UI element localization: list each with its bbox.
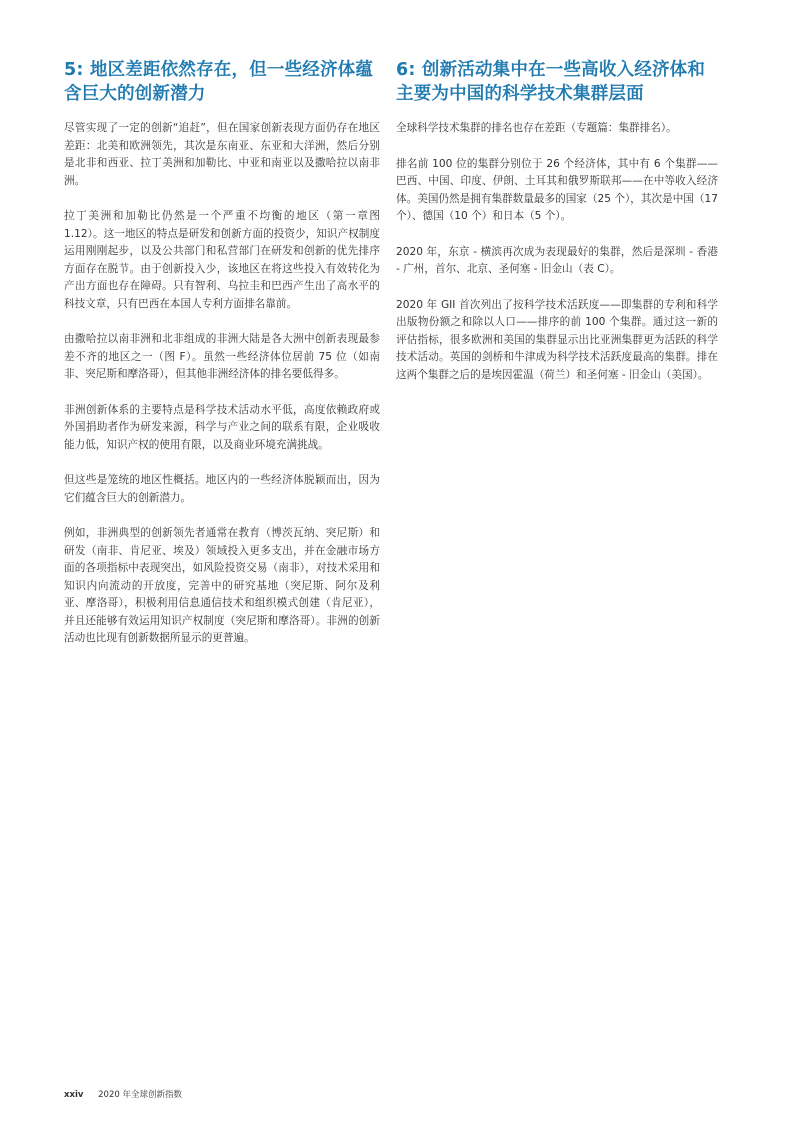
paragraph: 排名前 100 位的集群分别位于 26 个经济体，其中有 6 个集群——巴西、中国、印度、伊朗、土耳其和俄罗斯联邦——在中等收入经济体。美国仍然是拥有集群数量最多的国家（25 个），其次是中国（17 个）、德国（10 个）和日本（5 个）。 bbox=[396, 157, 718, 222]
paragraph: 例如，非洲典型的创新领先者通常在教育（博茨瓦纳、突尼斯）和研发（南非、肯尼亚、埃及）领域投入更多支出，并在金融市场方面的各项指标中表现突出，如风险投资交易（南非），对技术采用和知识内向流动的开放度，完善中的研究基地（突尼斯、阿尔及利亚、摩洛哥），积极利用信息通信技术和组织模式创建（肯尼亚），并且还能够有效运用知识产权制度（突尼斯和摩洛哥）。非洲的创新活动也比现有创新数据所显示的更普遍。 bbox=[64, 527, 380, 644]
paragraph: 全球科学技术集群的排名也存在差距（专题篇：集群排名）。 bbox=[396, 122, 677, 134]
page-number: xxiv bbox=[64, 1090, 84, 1100]
left-column bbox=[64, 58, 380, 666]
publication-title: 2020 年全球创新指数 bbox=[98, 1090, 182, 1100]
paragraph: 尽管实现了一定的创新“追赶”，但在国家创新表现方面仍存在地区差距：北美和欧洲领先，其次是东南亚、东亚和大洋洲，然后分别是北非和西亚、拉丁美洲和加勒比、中亚和南亚以及撒哈拉以南非洲。 bbox=[64, 122, 380, 187]
paragraph: 但这些是笼统的地区性概括。地区内的一些经济体脱颖而出，因为它们蕴含巨大的创新潜力。 bbox=[64, 474, 380, 504]
right-column bbox=[396, 58, 718, 402]
paragraph: 2020 年，东京 - 横滨再次成为表现最好的集群，然后是深圳 - 香港 - 广州，首尔、北京、圣何塞 - 旧金山（表 C）。 bbox=[396, 245, 718, 275]
section-heading-5: 5: 地区差距依然存在，但一些经济体蕴含巨大的创新潜力 bbox=[64, 60, 374, 104]
paragraph: 2020 年 GII 首次列出了按科学技术活跃度——即集群的专利和科学出版物份额之和除以人口——排序的前 100 个集群。通过这一新的评估指标，很多欧洲和美国的集群显示出比亚洲集群更为活跃的科学技术活动。英国的剑桥和牛津成为科学技术活跃度最高的集群。排在这两个集群之后的是埃因霍温（荷兰）和圣何塞 - 旧金山（美国）。 bbox=[396, 298, 718, 381]
paragraph: 非洲创新体系的主要特点是科学技术活动水平低，高度依赖政府或外国捐助者作为研发来源，科学与产业之间的联系有限，企业吸收能力低，知识产权的使用有限，以及商业环境充满挑战。 bbox=[64, 403, 380, 451]
page-footer bbox=[64, 1089, 182, 1101]
section-heading-6: 6: 创新活动集中在一些高收入经济体和主要为中国的科学技术集群层面 bbox=[396, 60, 706, 104]
paragraph: 由撒哈拉以南非洲和北非组成的非洲大陆是各大洲中创新表现最参差不齐的地区之一（图 F）。虽然一些经济体位居前 75 位（如南非、突尼斯和摩洛哥），但其他非洲经济体的排名要低得多。 bbox=[64, 333, 380, 380]
paragraph: 拉丁美洲和加勒比仍然是一个严重不均衡的地区（第一章图 1.12）。这一地区的特点是研发和创新方面的投资少，知识产权制度运用刚刚起步，以及公共部门和私营部门在研发和创新的优先排序方面存在脱节。由于创新投入少，该地区在将这些投入有效转化为产出方面也存在障碍。只有智利、乌拉圭和巴西产生出了高水平的科技文章，只有巴西在本国人专利方面排名靠前。 bbox=[64, 210, 380, 310]
